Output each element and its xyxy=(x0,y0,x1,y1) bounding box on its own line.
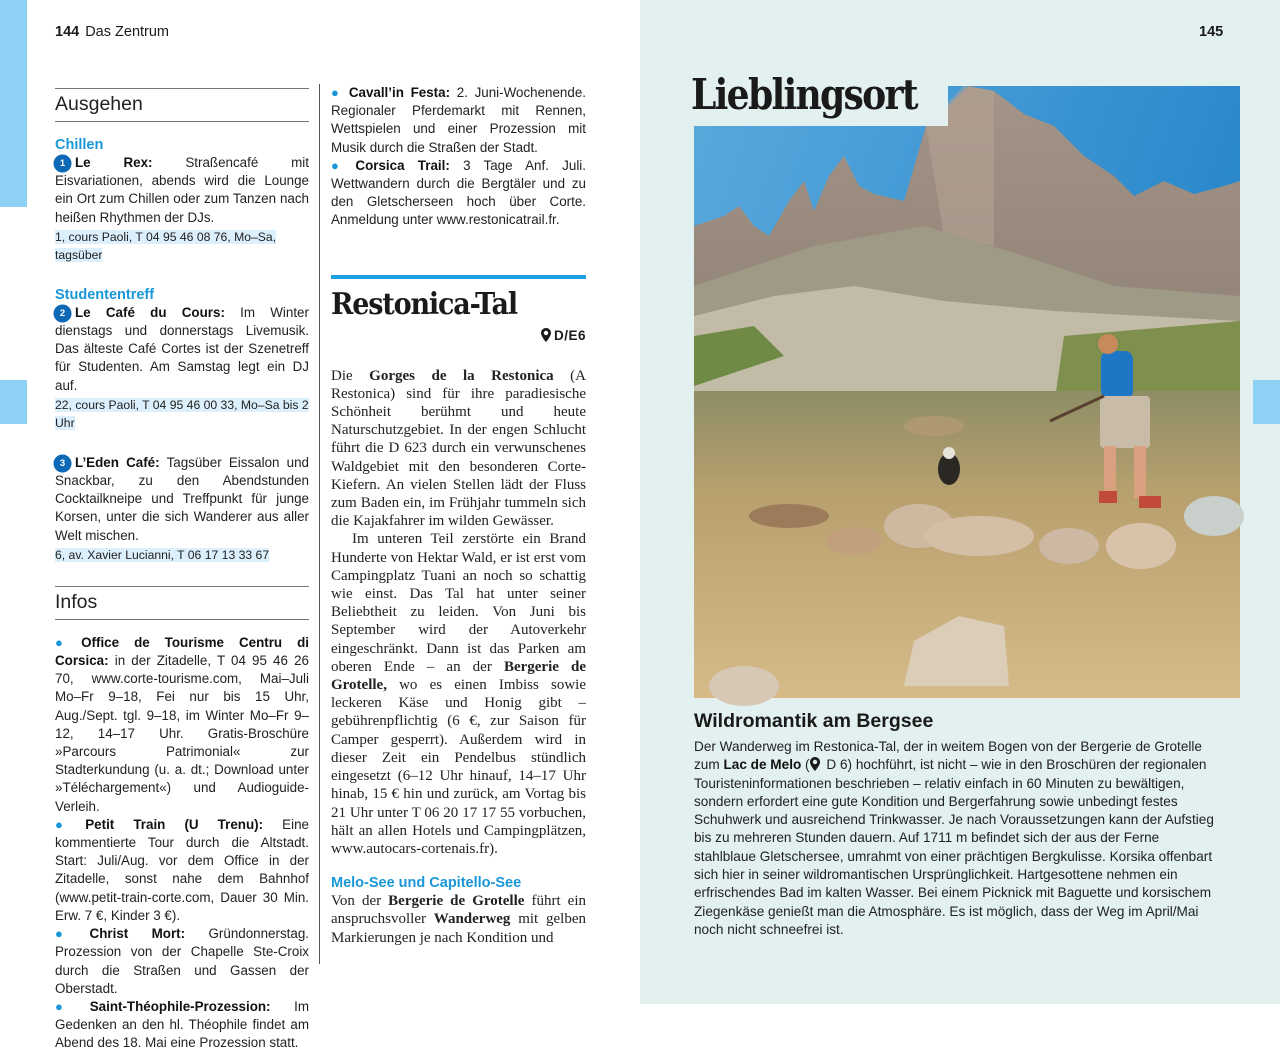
page-number: 145 xyxy=(1199,24,1224,40)
venue-description: Im Winter dienstags und donnerstags Livemusik. Das älteste Café Cortes ist der Szenetreff für Studenten. Am Samstag legt ein DJ auf. xyxy=(55,304,309,393)
info-item: ● Christ Mort: Gründonnerstag. Prozession von der Chapelle Ste-Croix durch die Straßen und Gassen der Oberstadt. xyxy=(55,926,309,996)
bullet-icon: ● xyxy=(331,85,342,100)
running-title: Das Zentrum xyxy=(85,24,170,40)
venue-address: 1, cours Paoli, T 04 95 46 08 76, Mo–Sa, tagsüber xyxy=(55,229,277,262)
venue-name: Le Rex: xyxy=(75,155,153,170)
section-title-restonica: Restonica-Tal xyxy=(331,286,517,322)
map-marker-badge-icon: 1 xyxy=(55,156,70,171)
venue-entry xyxy=(55,454,309,564)
melo-body: Von der Bergerie de Grotelle führt ein anspruchsvoller Wanderweg mit gelben Markierungen je nach Kondition und xyxy=(331,893,586,946)
info-item: ● Petit Train (U Trenu): Eine kommentierte Tour durch die Altstadt. Start: Juli/Aug. vor dem Office in der Zitadelle, sonst nahe dem Bahnhof (www.petit-train-corte.com, Dauer 30 Min. Erw. 7 €, Kinder 3 €). xyxy=(55,816,309,923)
bullet-icon: ● xyxy=(55,816,79,832)
bullet-icon: ● xyxy=(331,157,349,173)
venue-address: 6, av. Xavier Lucianni, T 06 17 13 33 67 xyxy=(55,547,270,562)
category-heading: Chillen xyxy=(55,137,104,153)
map-marker-badge-icon: 2 xyxy=(55,306,70,321)
section-heading-ausgehen: Ausgehen xyxy=(55,88,309,122)
venue-address: 22, cours Paoli, T 04 95 46 00 33, Mo–Sa bis 2 Uhr xyxy=(55,397,309,430)
venue-entry xyxy=(55,286,309,432)
info-item: ● Corsica Trail: 3 Tage Anf. Juli. Wettwandern durch die Bergtäler und zu den Gletscherseen hoch über Corte. Anmeldung unter www.restonicatrail.fr. xyxy=(331,157,586,228)
column-divider xyxy=(319,84,320,964)
map-pin-icon xyxy=(810,757,820,771)
restonica-body: Die Gorges de la Restonica (A Restonica) sind für ihre paradiesische Schönheit berühmt und heute Naturschutzgebiet. In der engen Schlucht führt die D 623 durch ein verwunschenes Waldgebiet mit den besonderen Corte-Kiefern. An vielen Stellen lädt der Fluss zum Baden ein, im Frühjahr tummeln sich die Kajakfahrer im wilden Gewässer. Im unteren Teil zerstörte ein Brand Hunderte von Hektar Wald, er ist erst vom Campingplatz Tuani an noch so schattig wie einst. Das Tal hat unter seiner Beliebtheit zu leiden. Von Juni bis September wird der Autoverkehr eingeschränkt. Dann ist das Parken am oberen Ende – an der Bergerie de Grotelle, wo es einen Imbiss sowie leckeren Käse und Honig gibt – gebührenpflichtig (6 €, zur Saison für Camper gesperrt). Außerdem wird in dieser Zeit ein Pendelbus stündlich eingesetzt (6–12 Uhr hinauf, 14–17 Uhr hinab, 15 € hin und zurück, am Vortag bis 21 Uhr unter T 06 20 17 17 55 vorbuchen, hält an allen Hotels und Campingplätzen, www.autocars-cortenais.fr). xyxy=(331,367,587,857)
map-marker-badge-icon: 3 xyxy=(55,456,70,471)
subheading-melo-see: Melo-See und Capitello-See xyxy=(331,875,522,892)
section-heading-infos: Infos xyxy=(55,586,309,620)
venue-entry xyxy=(55,136,309,264)
map-grid-reference: D/E6 xyxy=(331,328,586,343)
feature-label-lieblingsort: Lieblingsort xyxy=(691,70,917,119)
venue-name: L’Eden Café: xyxy=(75,454,160,470)
map-pin-icon xyxy=(541,328,551,342)
page-number: 144 xyxy=(55,24,80,40)
feature-photo xyxy=(694,86,1240,698)
bullet-icon: ● xyxy=(55,998,83,1014)
feature-box-title: Wildromantik am Bergsee xyxy=(694,710,934,732)
column-2 xyxy=(331,84,586,947)
thumb-tab-marker xyxy=(1253,380,1280,424)
thumb-tab-marker xyxy=(0,0,27,207)
thumb-tab-marker xyxy=(0,380,27,424)
bullet-icon: ● xyxy=(55,926,83,942)
info-item: ● Office de Tourisme Centru di Corsica: in der Zitadelle, T 04 95 46 26 70, www.corte-tourisme.com, Mai–Juli Mo–Fr 9–18, Fei nur bis 15 Uhr, Aug./Sept. tgl. 9–18, im Winter Mo–Fr 9–12, 14–17 Uhr. Gratis-Broschüre »Parcours Patrimonial« zur Stadterkundung (u. a. dt.; Download unter »Téléchargement«) und Audioguide-Verleih. xyxy=(55,634,309,814)
bullet-icon: ● xyxy=(55,634,75,650)
venue-description: Tagsüber Eissalon und Snackbar, zu den Abendstunden Cocktailkneipe und Treffpunkt für junge Korsen, unter die sich Wanderer aus aller Welt mischen. xyxy=(55,454,310,543)
info-item: ● Cavall’in Festa: 2. Juni-Wochenende. Regionaler Pferdemarkt mit Rennen, Wettspielen und einer Prozession mit Musik durch die Straßen der Stadt. xyxy=(331,85,586,155)
venue-name: Le Café du Cours: xyxy=(75,304,225,320)
column-1 xyxy=(55,88,309,1053)
running-head-left xyxy=(55,24,169,40)
info-item: ● Saint-Théophile-Prozession: Im Gedenken an den hl. Théophile findet am Abend des 18. Mai eine Prozession statt. xyxy=(55,998,309,1051)
category-heading: Studententreff xyxy=(55,286,155,303)
feature-box-body: Der Wanderweg im Restonica-Tal, der in weitem Bogen von der Bergerie de Grotelle zum Lac de Melo ( D 6) hochführt, ist nicht – wie in den Broschüren der regionalen Touristeninformationen beschrieben – relativ einfach in 60 Minuten zu bewältigen, sondern erfordert eine gute Kondition und Bergerfahrung sowie unbedingt festes Schuhwerk und ausreichend Trinkwasser. Je nach Voraussetzungen kann der Aufstieg bis zu mehreren Stunden dauern. Auf 1711 m befindet sich der aus der Ferne stahlblaue Gletschersee, umrahmt von einer prächtigen Bergkulisse. Korsika offenbart sich hier in seiner wildromantischen Ursprünglichkeit. Hartgesottene nehmen ein erfrischendes Bad im kalten Wasser. Bei einem Picknick mit Baguette und korsischem Ziegenkäse genießt man die Atmosphäre. Es ist möglich, dass der Weg im April/Mai noch nicht schneefrei ist. xyxy=(694,739,1214,937)
section-rule xyxy=(331,275,586,279)
mountain-lake-photo-icon xyxy=(694,86,1240,698)
venue-description: Straßencafé mit Eisvariationen, abends wird die Lounge ein Ort zum Chillen oder zum Tanzen nach heißen Rhythmen der DJs. xyxy=(55,155,309,225)
